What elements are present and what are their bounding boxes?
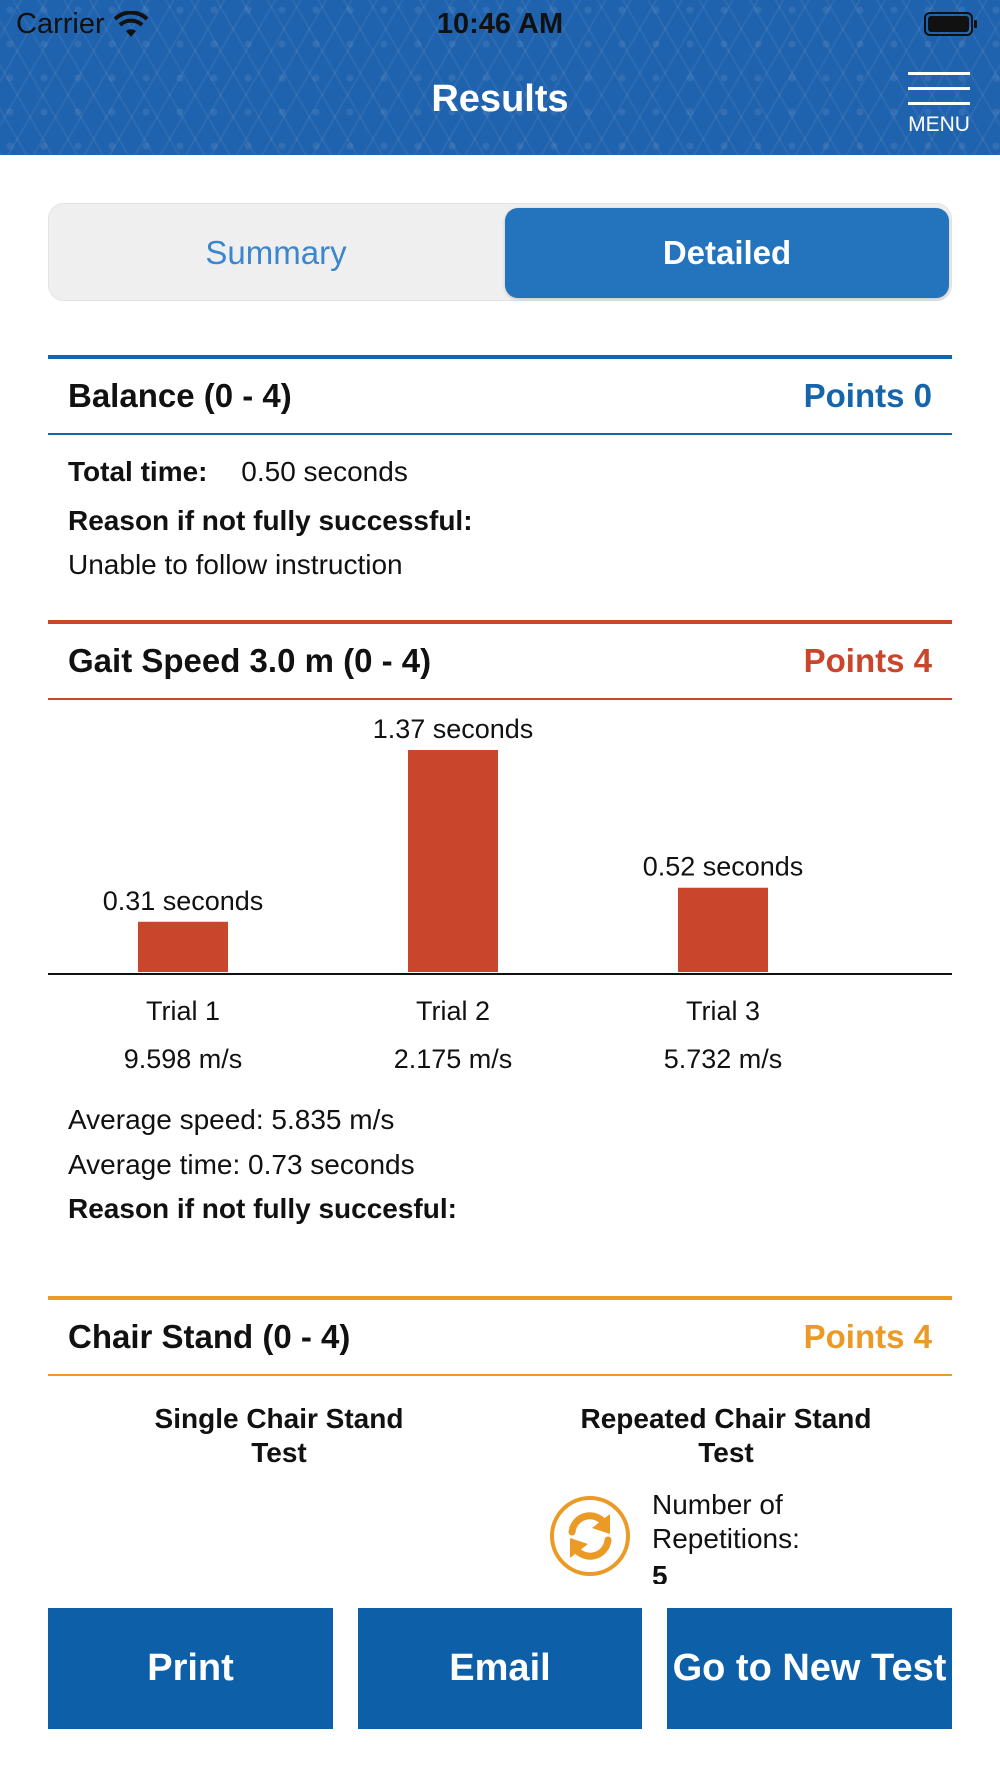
carrier-label: Carrier <box>16 8 105 40</box>
menu-button[interactable] <box>908 70 970 138</box>
chart-bar <box>678 888 768 972</box>
battery-icon <box>924 12 978 36</box>
gait-average-time: Average time: 0.73 seconds <box>68 1149 415 1180</box>
bar-value-label: 1.37 seconds <box>372 714 534 744</box>
balance-header <box>48 355 952 435</box>
reps-label-line1: Number of <box>652 1489 783 1520</box>
chair-points: Points 4 <box>803 1318 932 1355</box>
gait-trials-chart <box>0 700 1000 1080</box>
chair-header <box>48 1296 952 1376</box>
menu-icon-bar <box>908 102 970 105</box>
repeated-title-line1: Repeated Chair Stand <box>580 1403 872 1434</box>
single-title-line2: Test <box>251 1437 307 1468</box>
bar-value-label: 0.31 seconds <box>102 885 264 916</box>
reps-label-line2: Repetitions: <box>652 1523 800 1554</box>
result-view-toggle <box>48 203 952 301</box>
total-time-value: 0.50 seconds <box>241 456 408 487</box>
balance-total-time <box>68 456 408 488</box>
repetitions-refresh-icon <box>548 1494 632 1578</box>
balance-points: Points 0 <box>803 377 932 414</box>
chart-bar <box>138 922 228 972</box>
status-time: 10:46 AM <box>436 8 564 40</box>
total-time-label: Total time: <box>68 456 208 487</box>
repeated-title-line2: Test <box>698 1437 754 1468</box>
balance-reason-value: Unable to follow instruction <box>68 549 403 580</box>
single-chair-stand-title <box>100 1402 458 1470</box>
trial-speed-label: 2.175 m/s <box>393 1044 513 1074</box>
repetitions-label <box>652 1488 800 1556</box>
gait-title: Gait Speed 3.0 m (0 - 4) <box>68 642 432 679</box>
x-tick-label: Trial 1 <box>145 996 221 1026</box>
repetitions-value: 5 <box>652 1560 668 1584</box>
balance-title: Balance (0 - 4) <box>68 377 292 414</box>
x-tick-label: Trial 2 <box>415 996 491 1026</box>
balance-reason-label: Reason if not fully successful: <box>68 505 473 536</box>
tab-summary[interactable]: Summary <box>205 234 347 271</box>
trial-speed-label: 5.732 m/s <box>663 1044 783 1074</box>
nav-header <box>0 0 1000 155</box>
print-button[interactable]: Print <box>48 1608 333 1729</box>
gait-average-speed: Average speed: 5.835 m/s <box>68 1104 395 1135</box>
email-button[interactable]: Email <box>358 1608 642 1729</box>
trial-speed-label: 9.598 m/s <box>123 1044 243 1074</box>
chart-bar <box>408 750 498 972</box>
gait-points: Points 4 <box>803 642 932 679</box>
gait-header <box>48 620 952 700</box>
new-test-button[interactable]: Go to New Test <box>667 1608 952 1729</box>
page-title: Results <box>431 78 569 120</box>
bar-value-label: 0.52 seconds <box>642 851 804 882</box>
repeated-chair-stand-title <box>540 1402 912 1470</box>
x-tick-label: Trial 3 <box>685 996 761 1026</box>
tab-detailed[interactable]: Detailed <box>505 208 949 298</box>
menu-label: MENU <box>908 113 970 136</box>
chair-title: Chair Stand (0 - 4) <box>68 1318 351 1355</box>
menu-icon-bar <box>908 87 970 90</box>
gait-reason-label: Reason if not fully succesful: <box>68 1193 457 1224</box>
menu-icon <box>908 72 970 75</box>
single-title-line1: Single Chair Stand <box>154 1403 404 1434</box>
